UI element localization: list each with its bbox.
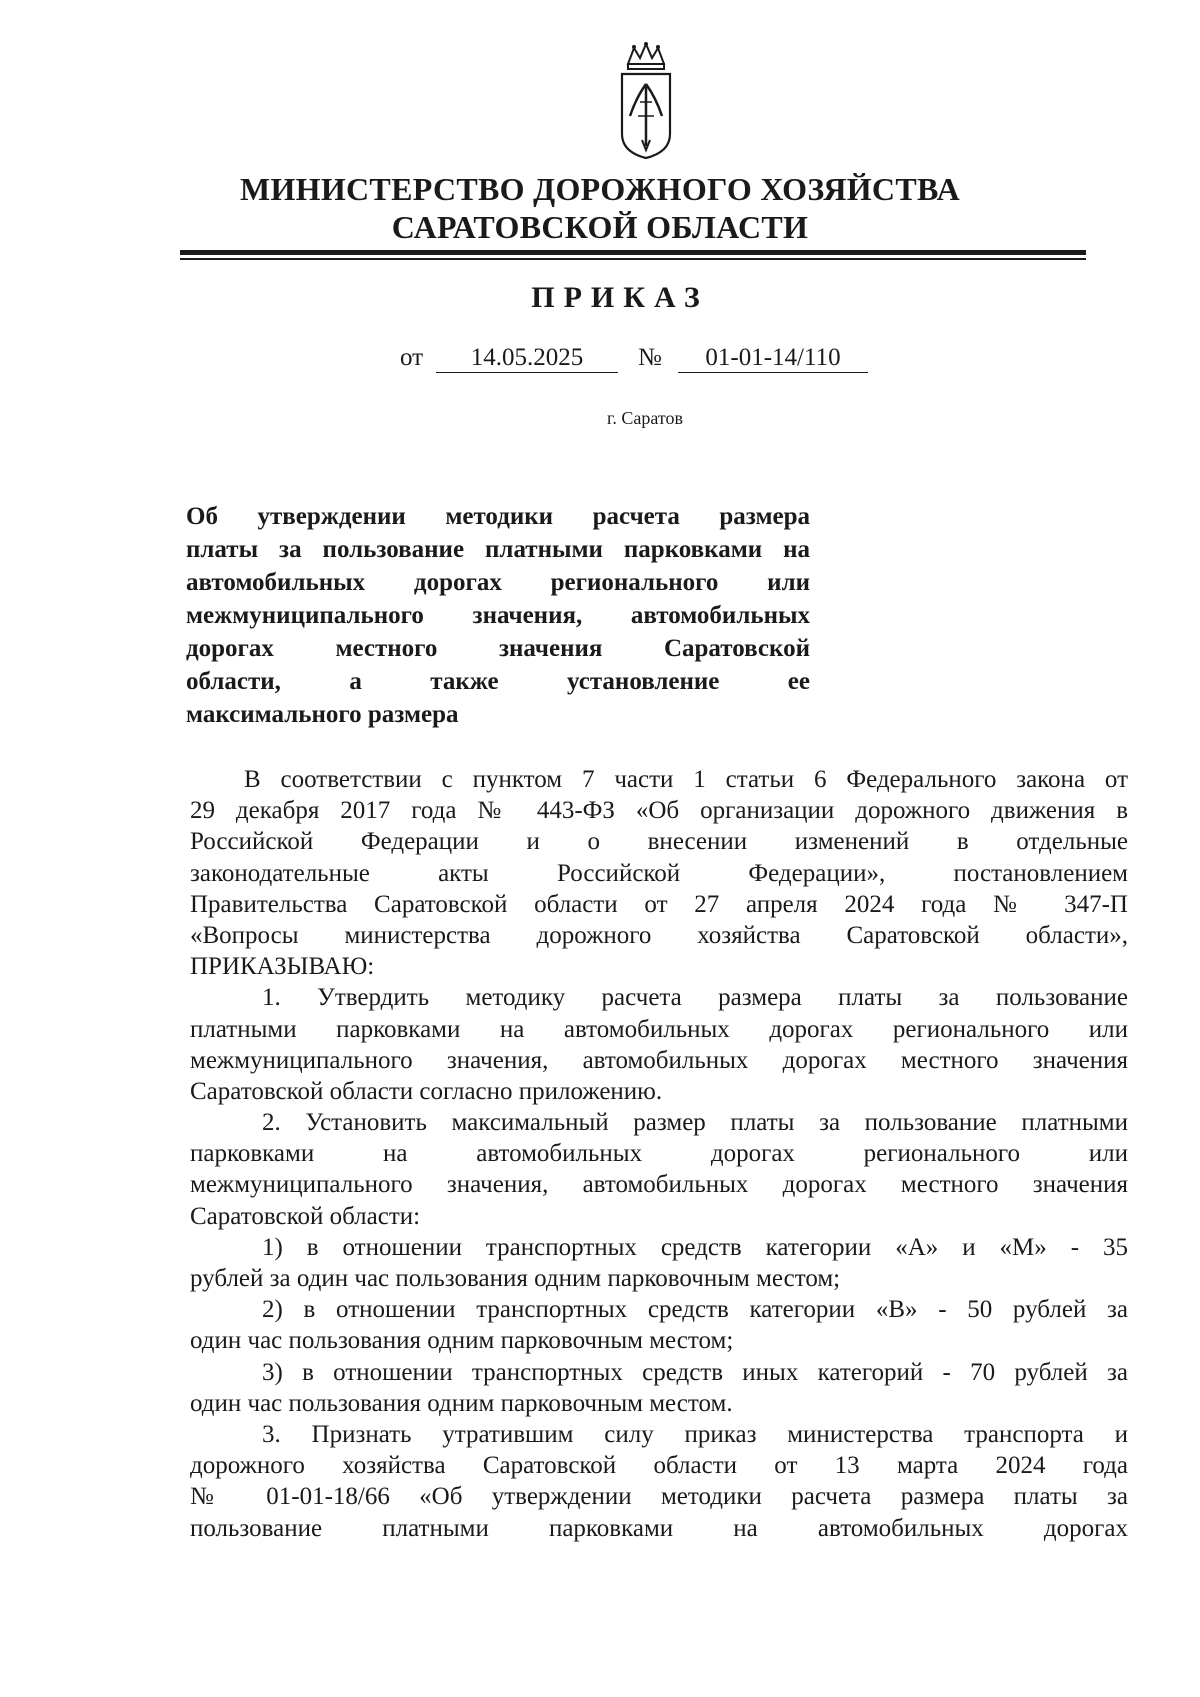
body-line: дорожного хозяйства Саратовской области от 13 марта 2024 года xyxy=(190,1452,1128,1480)
order-number: 01-01-14/110 xyxy=(678,344,868,373)
order-title: ПРИКАЗ xyxy=(531,281,709,314)
subject-line: межмуниципального значения, автомобильных xyxy=(186,602,810,629)
subject-line: автомобильных дорогах регионального или xyxy=(186,569,810,596)
order-date-number-line xyxy=(0,338,1200,376)
coat-of-arms-icon xyxy=(616,42,676,162)
body-line: рублей за один час пользования одним парковочным местом; xyxy=(190,1265,841,1292)
body-line: Саратовской области: xyxy=(190,1202,421,1230)
number-prefix: № xyxy=(638,344,662,371)
body-line: 2) в отношении транспортных средств категории «В» - 50 рублей за xyxy=(262,1296,1128,1324)
body-line: 29 декабря 2017 года № 443-ФЗ «Об организации дорожного движения в xyxy=(190,797,1128,825)
date-prefix: от xyxy=(400,344,424,371)
subject-line: дорогах местного значения Саратовской xyxy=(186,635,810,662)
body-line: В соответствии с пунктом 7 части 1 статьи 6 Федерального закона от xyxy=(244,766,1128,793)
ministry-heading xyxy=(0,170,1200,246)
body-line: законодательные акты Российской Федерации», постановлением xyxy=(190,859,1128,887)
body-line: один час пользования одним парковочным местом; xyxy=(190,1327,734,1355)
body-line: 1) в отношении транспортных средств категории «А» и «М» - 35 xyxy=(262,1233,1128,1261)
ministry-line-1: МИНИСТЕРСТВО ДОРОЖНОГО ХОЗЯЙСТВА xyxy=(239,171,961,207)
body-line: Правительства Саратовской области от 27 апреля 2024 года № 347-П xyxy=(190,890,1128,918)
order-date: 14.05.2025 xyxy=(436,344,618,373)
subject-line: платы за пользование платными парковками на xyxy=(186,536,810,563)
body-line: платными парковками на автомобильных дорогах регионального или xyxy=(190,1015,1128,1043)
subject-line: максимального размера xyxy=(186,701,459,728)
order-body xyxy=(190,764,1128,1544)
body-line: «Вопросы министерства дорожного хозяйства Саратовской области», xyxy=(190,921,1128,949)
body-line: № 01-01-18/66 «Об утверждении методики расчета размера платы за xyxy=(190,1483,1128,1511)
body-line: пользование платными парковками на автомобильных дорогах xyxy=(190,1514,1128,1542)
body-line: 3. Признать утратившим силу приказ министерства транспорта и xyxy=(262,1420,1128,1448)
body-line: один час пользования одним парковочным местом. xyxy=(190,1389,733,1417)
order-city: г. Саратов xyxy=(607,408,683,428)
body-line: парковками на автомобильных дорогах регионального или xyxy=(190,1140,1128,1168)
order-subject xyxy=(186,500,810,731)
body-line: ПРИКАЗЫВАЮ: xyxy=(190,953,375,981)
body-line: Российской Федерации и о внесении изменений в отдельные xyxy=(190,828,1128,856)
body-line: Саратовской области согласно приложению. xyxy=(190,1077,663,1105)
body-line: 3) в отношении транспортных средств иных категорий - 70 рублей за xyxy=(262,1358,1128,1386)
subject-line: области, а также установление ее xyxy=(186,668,810,695)
body-line: межмуниципального значения, автомобильных дорогах местного значения xyxy=(190,1171,1128,1199)
ministry-line-2: САРАТОВСКОЙ ОБЛАСТИ xyxy=(391,209,809,245)
header-rule-thick xyxy=(180,250,1086,255)
body-line: 1. Утвердить методику расчета размера платы за пользование xyxy=(262,984,1128,1012)
body-line: межмуниципального значения, автомобильных дорогах местного значения xyxy=(190,1046,1128,1074)
body-line: 2. Установить максимальный размер платы за пользование платными xyxy=(262,1109,1128,1137)
subject-line: Об утверждении методики расчета размера xyxy=(186,503,810,530)
header-rule-thin xyxy=(180,258,1086,260)
